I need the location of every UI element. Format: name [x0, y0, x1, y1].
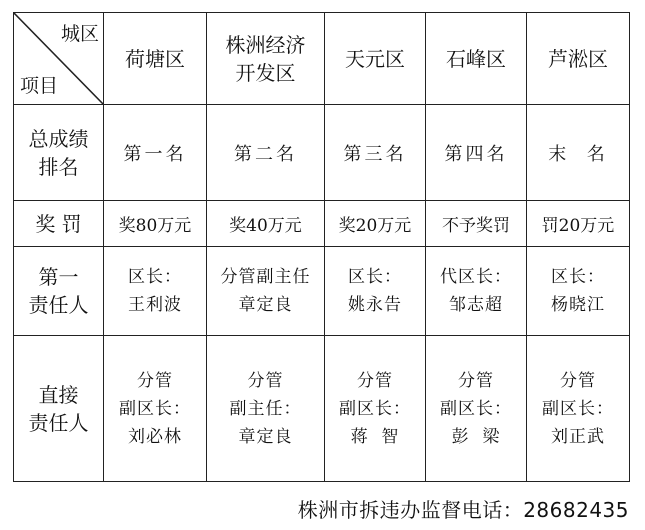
first-responsible-cell: 区长： 杨晓江 — [527, 247, 630, 336]
direct-responsible-cell: 分管 副区长： 刘必林 — [104, 336, 207, 482]
direct-responsible-cell: 分管 副主任： 章定良 — [207, 336, 325, 482]
reward-row — [14, 201, 630, 247]
corner-cell — [14, 13, 104, 105]
district-header-hetang: 荷塘区 — [104, 13, 207, 105]
first-responsible-cell: 区长： 王利波 — [104, 247, 207, 336]
direct-responsible-cell: 分管 副区长： 刘正武 — [527, 336, 630, 482]
district-header-kaifaqu: 株洲经济 开发区 — [207, 13, 325, 105]
district-header-shifeng: 石峰区 — [426, 13, 527, 105]
reward-cell: 奖20万元 — [325, 201, 426, 247]
direct-responsible-label: 直接 责任人 — [14, 336, 104, 482]
rank-label: 总成绩 排名 — [14, 105, 104, 201]
assessment-table — [13, 12, 630, 482]
corner-label-district: 城区 — [60, 23, 99, 45]
supervision-hotline: 株洲市拆违办监督电话：28682435 — [297, 498, 629, 522]
reward-cell: 奖80万元 — [104, 201, 207, 247]
reward-cell: 奖40万元 — [207, 201, 325, 247]
rank-row — [14, 105, 630, 201]
reward-cell: 罚20万元 — [527, 201, 630, 247]
direct-responsible-row — [14, 336, 630, 482]
reward-cell: 不予奖罚 — [426, 201, 527, 247]
district-header-tianyuan: 天元区 — [325, 13, 426, 105]
reward-label: 奖 罚 — [14, 201, 104, 247]
first-responsible-label: 第一 责任人 — [14, 247, 104, 336]
first-responsible-cell: 区长： 姚永告 — [325, 247, 426, 336]
rank-cell: 末 名 — [527, 105, 630, 201]
first-responsible-cell: 分管副主任 章定良 — [207, 247, 325, 336]
rank-cell: 第二名 — [207, 105, 325, 201]
direct-responsible-cell: 分管 副区长： 彭 梁 — [426, 336, 527, 482]
rank-cell: 第四名 — [426, 105, 527, 201]
district-header-lusong: 芦淞区 — [527, 13, 630, 105]
first-responsible-cell: 代区长： 邹志超 — [426, 247, 527, 336]
header-row — [14, 13, 630, 105]
direct-responsible-cell: 分管 副区长： 蒋 智 — [325, 336, 426, 482]
corner-label-item: 项目 — [20, 75, 59, 97]
rank-cell: 第三名 — [325, 105, 426, 201]
first-responsible-row — [14, 247, 630, 336]
rank-cell: 第一名 — [104, 105, 207, 201]
